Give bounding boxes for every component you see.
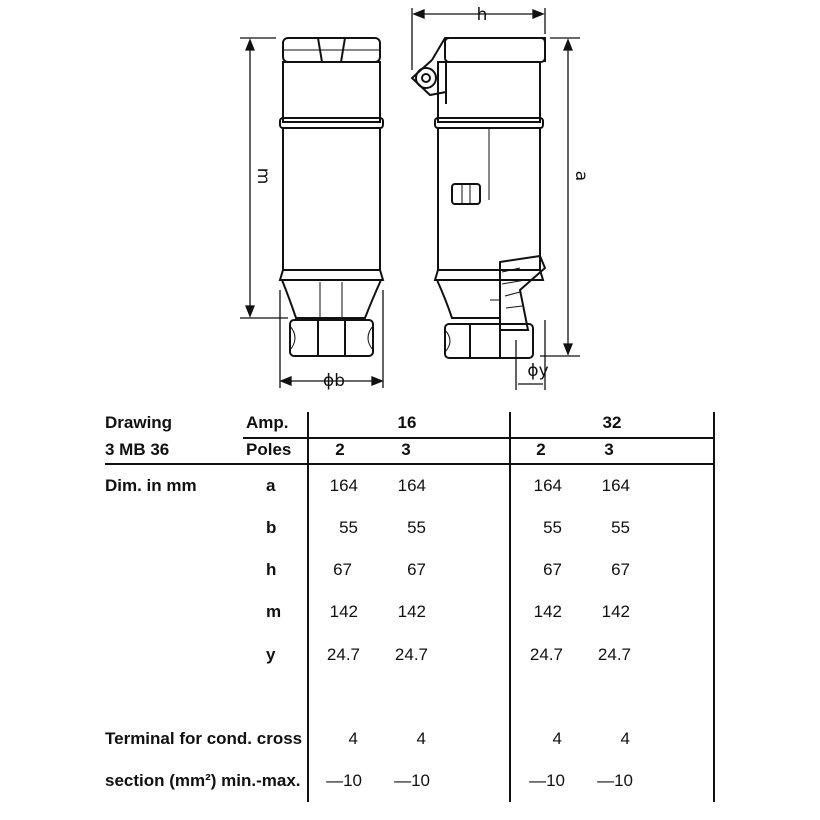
table-cell: 4: [552, 729, 562, 748]
table-cell: 4: [416, 729, 426, 748]
table-cell: 67: [407, 560, 426, 579]
poles-value: 2: [335, 440, 345, 459]
table-cell: 55: [339, 518, 358, 537]
poles-value: 3: [604, 440, 614, 459]
row-label-m: m: [266, 602, 282, 621]
amp-value-32: 32: [602, 413, 622, 432]
drawing-label: Drawing: [105, 413, 173, 432]
table-cell: 67: [543, 560, 562, 579]
table-cell: 142: [397, 602, 426, 621]
table-cell: 164: [329, 476, 358, 495]
table-cell: 55: [543, 518, 562, 537]
table-rule-header: [243, 437, 714, 439]
table-cell: 142: [601, 602, 630, 621]
dim-label-m: m: [253, 167, 273, 185]
dim-label-y: ϕy: [527, 361, 549, 381]
table-cell: 24.7: [394, 645, 428, 664]
dim-label-h: h: [476, 5, 488, 25]
dim-label-a: a: [571, 170, 591, 182]
terminal-label-range: section (mm²) min.-max.: [105, 771, 301, 790]
table-cell: 4: [620, 729, 630, 748]
table-cell: 164: [533, 476, 562, 495]
table-cell: 67: [611, 560, 630, 579]
row-label-b: b: [266, 518, 277, 537]
table-cell: 55: [407, 518, 426, 537]
table-cell: —10: [597, 771, 633, 790]
table-cell: 67: [333, 560, 352, 579]
drawing-number: 3 MB 36: [105, 440, 170, 459]
table-divider-middle: [509, 412, 511, 802]
table-cell: 24.7: [597, 645, 631, 664]
table-cell: 164: [601, 476, 630, 495]
table-cell: 24.7: [326, 645, 360, 664]
table-cell: 142: [329, 602, 358, 621]
table-cell: —10: [394, 771, 430, 790]
table-divider-left: [307, 412, 309, 802]
row-label-h: h: [266, 560, 277, 579]
dim-label-b: ϕb: [322, 371, 346, 391]
technical-drawing: [0, 0, 820, 400]
table-cell: 4: [348, 729, 358, 748]
table-cell: —10: [529, 771, 565, 790]
poles-label: Poles: [246, 440, 292, 459]
poles-value: 3: [401, 440, 411, 459]
table-cell: 24.7: [529, 645, 563, 664]
table-divider-right: [713, 412, 715, 802]
table-cell: —10: [326, 771, 362, 790]
table-cell: 164: [397, 476, 426, 495]
dim-title: Dim. in mm: [105, 476, 197, 495]
terminal-label: Terminal for cond. cross: [105, 729, 303, 748]
amp-value-16: 16: [397, 413, 417, 432]
row-label-y: y: [266, 645, 276, 664]
table-cell: 142: [533, 602, 562, 621]
table-cell: 55: [611, 518, 630, 537]
table-rule-body: [105, 463, 714, 465]
amp-label: Amp.: [246, 413, 289, 432]
side-view: [412, 38, 545, 358]
poles-value: 2: [536, 440, 546, 459]
front-view: [280, 38, 383, 356]
row-label-a: a: [266, 476, 276, 495]
